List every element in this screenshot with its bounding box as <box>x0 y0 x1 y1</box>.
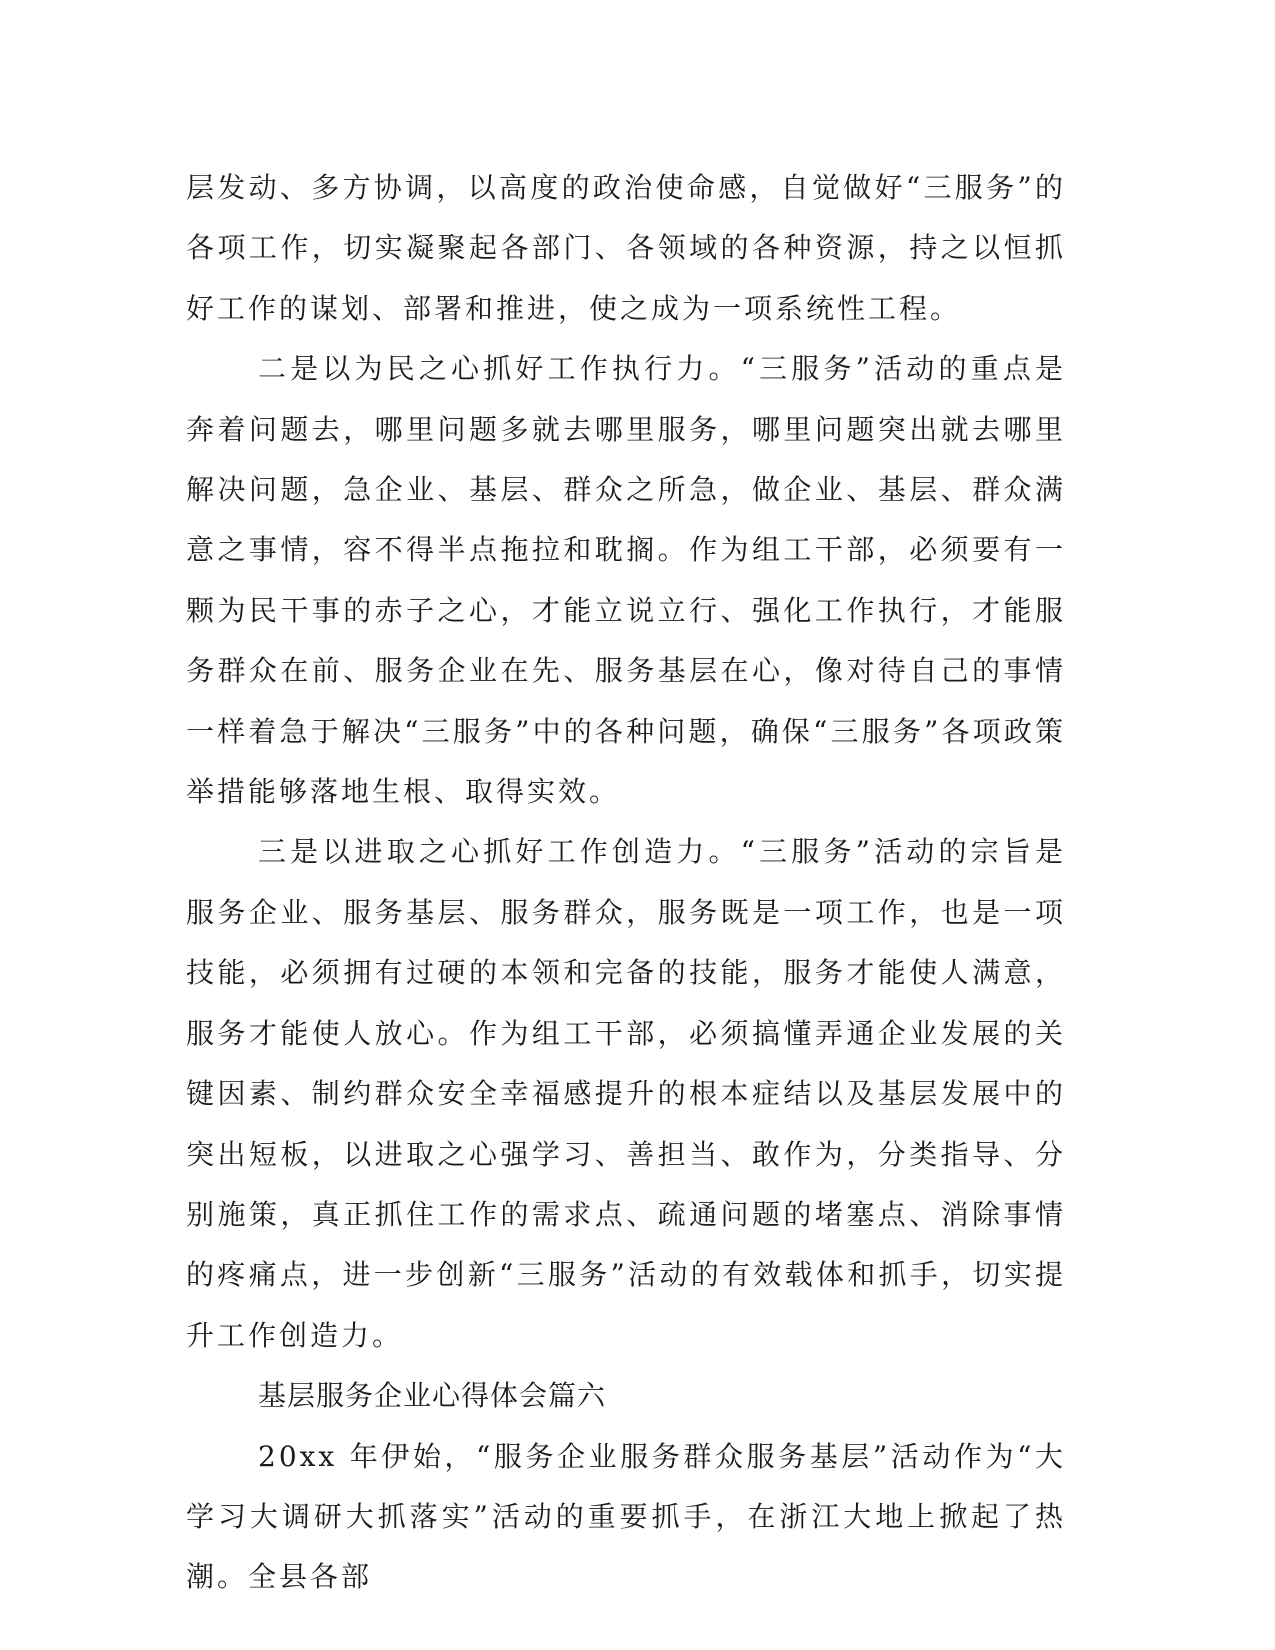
paragraph-point-two: 二是以为民之心抓好工作执行力。“三服务”活动的重点是奔着问题去，哪里问题多就去哪里服务，哪里问题突出就去哪里解决问题，急企业、基层、群众之所急，做企业、基层、群众满意之事情，容不得半点拖拉和耽搁。作为组工干部，必须要有一颗为民干事的赤子之心，才能立说立行、强化工作执行，才能服务群众在前、服务企业在先、服务基层在心，像对待自己的事情一样着急于解决“三服务”中的各种问题，确保“三服务”各项政策举措能够落地生根、取得实效。 <box>186 352 1066 809</box>
section-heading: 基层服务企业心得体会篇六 <box>258 1379 607 1413</box>
paragraph-point-three: 三是以进取之心抓好工作创造力。“三服务”活动的宗旨是服务企业、服务基层、服务群众，服务既是一项工作，也是一项技能，必须拥有过硬的本领和完备的技能，服务才能使人满意，服务才能使人放心。作为组工干部，必须搞懂弄通企业发展的关键因素、制约群众安全幸福感提升的根本症结以及基层发展中的突出短板，以进取之心强学习、善担当、敢作为，分类指导、分别施策，真正抓住工作的需求点、疏通问题的堵塞点、消除事情的疼痛点，进一步创新“三服务”活动的有效载体和抓手，切实提升工作创造力。 <box>186 835 1066 1352</box>
paragraph-continuation: 层发动、多方协调，以高度的政治使命感，自觉做好“三服务”的各项工作，切实凝聚起各部门、各领域的各种资源，持之以恒抓好工作的谋划、部署和推进，使之成为一项系统性工程。 <box>186 171 1066 325</box>
paragraph-intro: 20xx 年伊始，“服务企业服务群众服务基层”活动作为“大学习大调研大抓落实”活动的重要抓手，在浙江大地上掀起了热潮。全县各部 <box>186 1439 1066 1594</box>
document-body <box>186 158 1066 1608</box>
